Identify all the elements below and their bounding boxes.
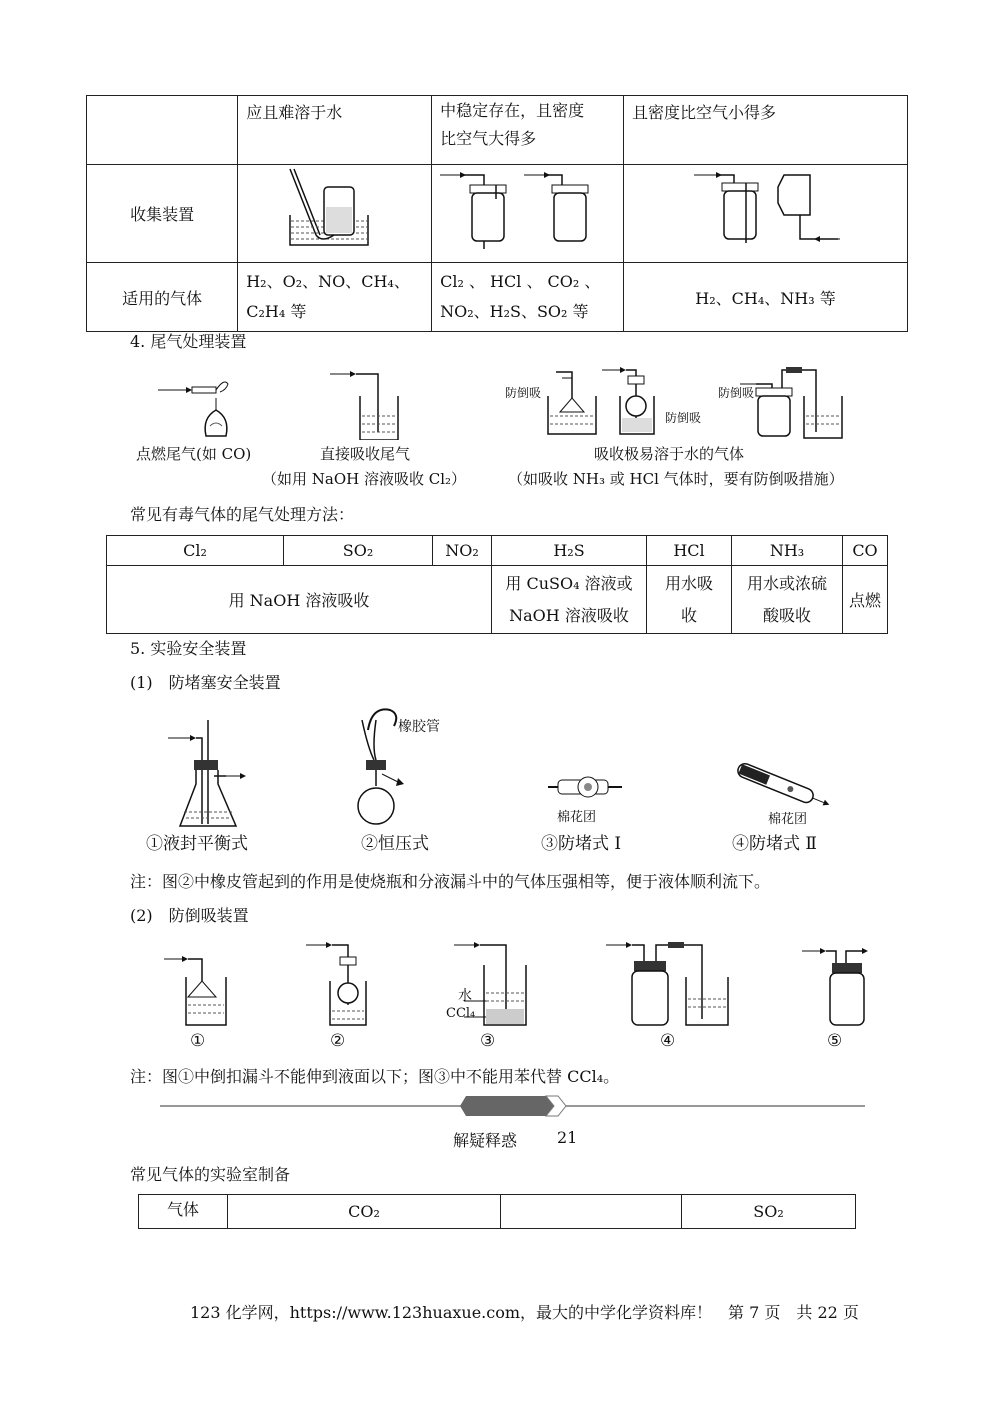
cell-c2-line2: 比空气大得多 — [440, 129, 537, 148]
cap-direct: 直接吸收尾气 — [320, 445, 411, 463]
water-collection-figure — [238, 165, 432, 263]
downward-air-collection-figure — [432, 165, 624, 263]
toxic-header: CO — [843, 536, 888, 566]
num-2: ② — [330, 1031, 346, 1051]
label-cotton-2: 棉花团 — [768, 812, 808, 827]
gas-label: 适用的气体 — [87, 263, 238, 332]
prep-table — [138, 1194, 856, 1229]
label-water: 水 — [458, 988, 472, 1004]
num-1: ① — [190, 1031, 206, 1051]
gas-c2-line1: Cl₂ 、 HCl 、 CO₂ 、 — [440, 272, 601, 291]
subsection-anti-suckback: (2) 防倒吸装置 — [130, 906, 249, 925]
method-water-line1: 用水吸 — [664, 573, 713, 593]
page-footer: 123 化学网，https://www.123huaxue.com，最大的中学化学资料库！ 第 7 页 共 22 页 — [190, 1303, 859, 1322]
gas-c1-line2: C₂H₄ 等 — [246, 302, 307, 321]
cap-soluble-example: （如吸收 NH₃ 或 HCl 气体时，要有防倒吸措施） — [508, 470, 844, 488]
cell-c2-line1: 中稳定存在，且密度 — [440, 101, 585, 120]
prep-header-empty — [501, 1195, 682, 1229]
prep-header-so2: SO₂ — [682, 1195, 856, 1229]
toxic-header: HCl — [647, 536, 732, 566]
label-fdx3: 防倒吸 — [718, 386, 755, 400]
gas-c1-line1: H₂、O₂、NO、CH₄、 — [246, 272, 410, 291]
upward-air-collection-figure — [624, 165, 908, 263]
toxic-header: H₂S — [492, 536, 647, 566]
cell-c3: 且密度比空气小得多 — [624, 96, 908, 165]
method-burn: 点燃 — [843, 566, 888, 634]
gas-c2-line2: NO₂、H₂S、SO₂ 等 — [440, 302, 589, 321]
prep-header-gas: 气体 — [139, 1195, 228, 1229]
num-5: ⑤ — [827, 1031, 843, 1051]
label-cotton-1: 棉花团 — [557, 810, 597, 825]
num-3: ③ — [480, 1031, 496, 1051]
cap-direct-example: （如用 NaOH 溶液吸收 Cl₂） — [262, 470, 467, 488]
prep-header-co2: CO₂ — [228, 1195, 501, 1229]
label-fdx2: 防倒吸 — [665, 411, 702, 425]
method-acid-line1: 用水或浓硫 — [746, 573, 827, 593]
gas-c3: H₂、CH₄、NH₃ 等 — [624, 263, 908, 332]
cell-c1: 应且难溶于水 — [238, 96, 432, 165]
cap-constant-pressure: ②恒压式 — [361, 834, 429, 854]
collection-table — [86, 95, 908, 332]
anti-clog-figures — [150, 700, 850, 830]
toxic-header: Cl₂ — [107, 536, 284, 566]
method-water-line2: 收 — [680, 605, 697, 625]
subsection-anti-clog: (1) 防堵塞安全装置 — [130, 673, 281, 692]
toxic-intro: 常见有毒气体的尾气处理方法： — [130, 505, 355, 524]
label-ccl4: CCl₄ — [446, 1006, 476, 1021]
label-rubber-tube: 橡胶管 — [398, 719, 440, 735]
cap-soluble: 吸收极易溶于水的气体 — [594, 445, 745, 463]
device-label: 收集装置 — [87, 165, 238, 263]
section4-heading: 4. 尾气处理装置 — [130, 332, 247, 351]
note-rubber-tube: 注：图②中橡皮管起到的作用是使烧瓶和分液漏斗中的气体压强相等，便于液体顺利流下。 — [130, 872, 771, 891]
method-acid-line2: 酸吸收 — [762, 605, 811, 625]
divider-title: 解疑释惑 — [453, 1131, 518, 1150]
section5-heading: 5. 实验安全装置 — [130, 639, 247, 658]
section-divider — [160, 1094, 865, 1118]
tail-gas-figures — [120, 360, 880, 440]
label-fdx1: 防倒吸 — [505, 386, 542, 400]
prep-intro: 常见气体的实验室制备 — [130, 1165, 291, 1184]
toxic-header: NH₃ — [732, 536, 843, 566]
toxic-header: SO₂ — [284, 536, 433, 566]
cap-burn: 点燃尾气(如 CO) — [136, 445, 252, 463]
cap-anti-clog-1: ③防堵式 Ⅰ — [541, 834, 622, 854]
num-4: ④ — [660, 1031, 676, 1051]
anti-suckback-figures — [150, 935, 880, 1030]
cap-anti-clog-2: ④防堵式 Ⅱ — [732, 834, 817, 854]
toxic-gas-table — [106, 535, 888, 634]
method-naoh: 用 NaOH 溶液吸收 — [107, 566, 492, 634]
divider-number: 21 — [557, 1128, 578, 1147]
cap-liquid-seal: ①液封平衡式 — [146, 834, 248, 854]
method-cuso4-line2: NaOH 溶液吸收 — [509, 605, 629, 625]
note-funnel: 注：图①中倒扣漏斗不能伸到液面以下；图③中不能用苯代替 CCl₄。 — [130, 1067, 620, 1086]
method-cuso4-line1: 用 CuSO₄ 溶液或 — [505, 573, 633, 593]
toxic-header: NO₂ — [433, 536, 492, 566]
